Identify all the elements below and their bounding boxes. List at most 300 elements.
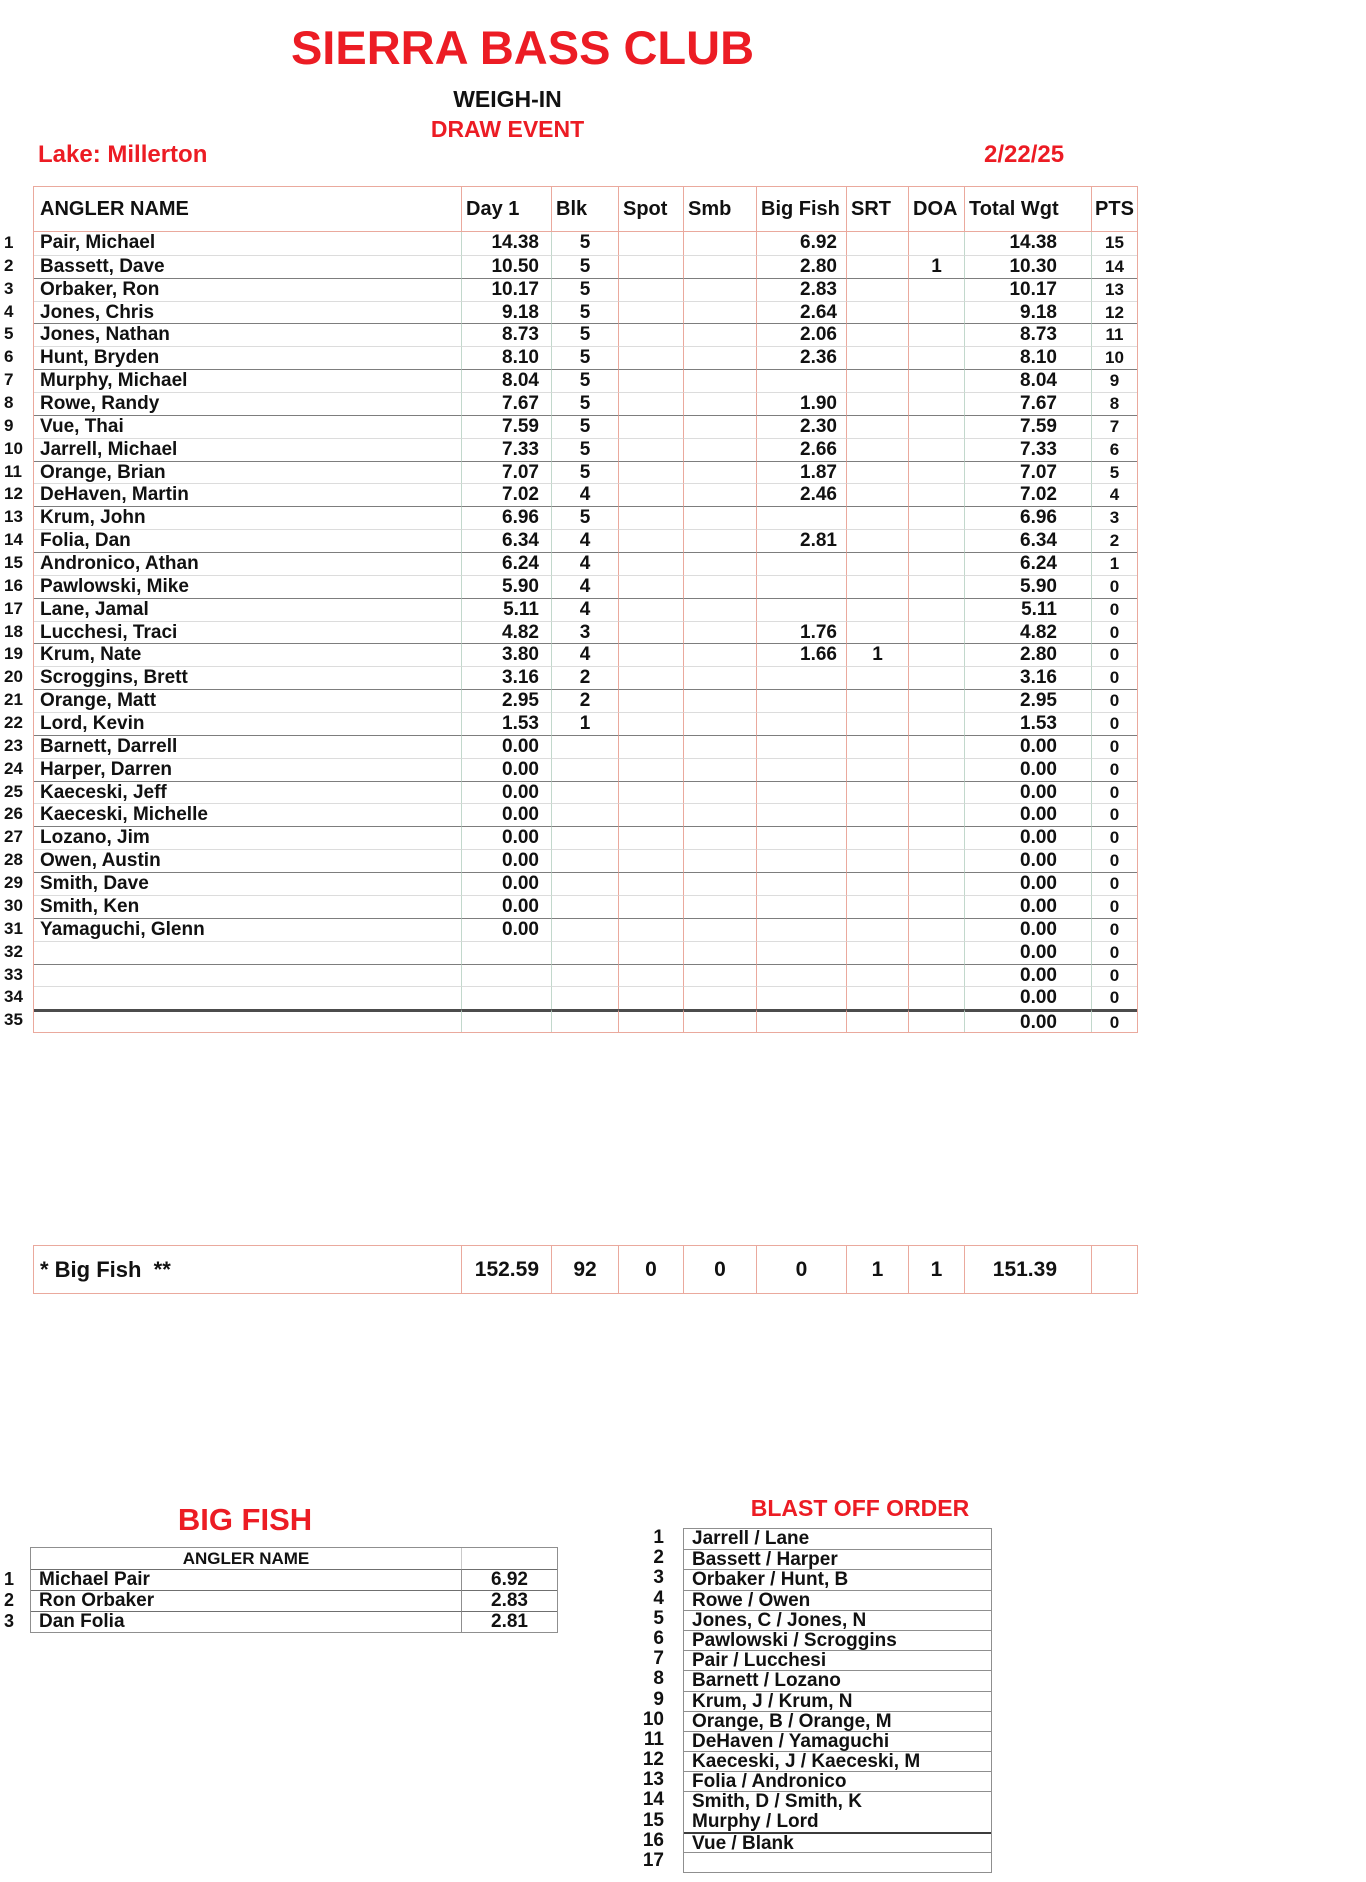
row-number: 13 [642,1769,664,1791]
row-number: 35 [4,1010,23,1030]
cell-spot [618,849,683,872]
cell-smb [683,255,756,278]
cell-day1: 0.00 [461,826,551,849]
cell-smb [683,438,756,461]
event-date: 2/22/25 [984,141,1065,168]
cell-big_fish [756,781,846,804]
cell-srt [846,735,908,758]
cell-doa [908,1009,964,1032]
cell-day1: 4.82 [461,621,551,644]
cell-doa [908,483,964,506]
row-number: 12 [642,1749,664,1771]
cell-big_fish [756,552,846,575]
cell-pts: 0 [1091,575,1137,598]
cell-smb [683,826,756,849]
cell-blk [551,986,618,1009]
cell-pts: 0 [1091,598,1137,621]
cell-name: Barnett, Darrell [34,735,461,758]
cell-big_fish [756,1009,846,1032]
cell-name: Orange, Matt [34,689,461,712]
cell-spot [618,1009,683,1032]
big-fish-row-numbers [4,1569,28,1632]
cell-big_fish [756,849,846,872]
cell-name [34,1009,461,1032]
cell-srt [846,758,908,781]
totals-day1: 152.59 [461,1246,551,1293]
cell-big_fish [756,895,846,918]
row-number: 2 [4,255,14,275]
cell-pts: 0 [1091,621,1137,644]
cell-name: Lucchesi, Traci [34,621,461,644]
cell-day1: 8.10 [461,346,551,369]
row-number: 25 [4,781,23,801]
column-header: Smb [683,187,756,232]
cell-srt [846,918,908,941]
blast-off-pair: Folia / Andronico [684,1771,991,1791]
column-header: Big Fish [756,187,846,232]
cell-blk: 4 [551,643,618,666]
blast-off-pair: Orbaker / Hunt, B [684,1569,991,1589]
cell-smb [683,323,756,346]
cell-doa [908,666,964,689]
cell-total: 6.34 [964,529,1091,552]
cell-srt [846,323,908,346]
row-number: 4 [4,301,14,321]
cell-name: Krum, John [34,506,461,529]
row-number: 30 [4,895,23,915]
totals-doa: 1 [908,1246,964,1293]
cell-smb [683,552,756,575]
cell-pts: 0 [1091,872,1137,895]
cell-big_fish [756,941,846,964]
row-number: 8 [4,393,14,413]
cell-day1: 7.33 [461,438,551,461]
cell-doa [908,758,964,781]
cell-day1 [461,941,551,964]
cell-srt [846,689,908,712]
column-header: DOA [908,187,964,232]
cell-name: Kaeceski, Jeff [34,781,461,804]
cell-name: Rowe, Randy [34,392,461,415]
row-number: 26 [4,804,23,824]
cell-srt [846,826,908,849]
cell-spot [618,826,683,849]
cell-smb [683,735,756,758]
cell-smb [683,689,756,712]
cell-total: 0.00 [964,918,1091,941]
cell-blk [551,895,618,918]
row-number: 3 [653,1567,664,1589]
row-number: 12 [4,484,23,504]
cell-doa [908,849,964,872]
cell-doa [908,232,964,255]
cell-blk: 4 [551,483,618,506]
cell-name: Scroggins, Brett [34,666,461,689]
big-fish-weight: 2.83 [461,1590,557,1611]
row-number: 28 [4,850,23,870]
cell-name: Harper, Darren [34,758,461,781]
cell-smb [683,803,756,826]
cell-spot [618,986,683,1009]
cell-big_fish: 2.64 [756,301,846,324]
cell-big_fish [756,986,846,1009]
cell-spot [618,506,683,529]
cell-total: 0.00 [964,986,1091,1009]
blast-off-row-numbers [636,1528,664,1871]
cell-spot [618,438,683,461]
cell-pts: 7 [1091,415,1137,438]
row-number: 15 [4,553,23,573]
cell-blk: 2 [551,666,618,689]
totals-total-wgt: 151.39 [964,1246,1091,1293]
cell-spot [618,255,683,278]
cell-name: Kaeceski, Michelle [34,803,461,826]
cell-total: 7.67 [964,392,1091,415]
totals-smb: 0 [683,1246,756,1293]
cell-doa [908,529,964,552]
cell-pts: 0 [1091,941,1137,964]
totals-pts [1091,1246,1137,1293]
page-title: SIERRA BASS CLUB [290,21,755,74]
cell-day1: 6.96 [461,506,551,529]
big-fish-angler-name: Michael Pair [31,1569,461,1590]
cell-srt [846,986,908,1009]
big-fish-weight-header [461,1548,557,1569]
column-header: Spot [618,187,683,232]
cell-big_fish: 2.80 [756,255,846,278]
cell-total: 3.16 [964,666,1091,689]
cell-blk [551,1009,618,1032]
cell-total: 10.17 [964,278,1091,301]
cell-big_fish: 1.66 [756,643,846,666]
cell-name: Jones, Chris [34,301,461,324]
cell-name: Murphy, Michael [34,369,461,392]
row-number: 3 [4,278,14,298]
blast-off-pair: Rowe / Owen [684,1590,991,1610]
cell-blk: 4 [551,575,618,598]
cell-day1: 8.04 [461,369,551,392]
row-number: 29 [4,873,23,893]
blast-off-pair: Pair / Lucchesi [684,1650,991,1670]
cell-srt [846,895,908,918]
cell-big_fish: 2.66 [756,438,846,461]
cell-doa [908,803,964,826]
cell-total: 2.95 [964,689,1091,712]
cell-smb [683,643,756,666]
cell-smb [683,232,756,255]
row-number: 27 [4,827,23,847]
row-number: 10 [642,1708,664,1730]
cell-total: 0.00 [964,941,1091,964]
cell-total: 6.96 [964,506,1091,529]
cell-blk: 5 [551,232,618,255]
cell-srt [846,232,908,255]
cell-big_fish [756,826,846,849]
cell-day1: 9.18 [461,301,551,324]
cell-srt [846,849,908,872]
cell-blk [551,803,618,826]
cell-doa [908,735,964,758]
cell-srt [846,712,908,735]
cell-pts: 0 [1091,689,1137,712]
cell-spot [618,712,683,735]
cell-spot [618,964,683,987]
cell-smb [683,415,756,438]
blast-off-title: BLAST OFF ORDER [750,1495,970,1521]
subtitle-draw-event: DRAW EVENT [430,116,585,142]
cell-spot [618,758,683,781]
cell-big_fish: 1.90 [756,392,846,415]
cell-spot [618,483,683,506]
cell-big_fish [756,758,846,781]
cell-day1: 7.67 [461,392,551,415]
cell-doa [908,895,964,918]
cell-doa [908,689,964,712]
cell-total: 1.53 [964,712,1091,735]
cell-total: 0.00 [964,735,1091,758]
cell-blk: 5 [551,346,618,369]
cell-srt [846,872,908,895]
row-number: 14 [4,530,23,550]
cell-blk: 5 [551,506,618,529]
cell-spot [618,895,683,918]
cell-spot [618,301,683,324]
cell-pts: 0 [1091,735,1137,758]
cell-big_fish: 2.81 [756,529,846,552]
blast-off-pair: Orange, B / Orange, M [684,1711,991,1731]
cell-big_fish: 2.83 [756,278,846,301]
cell-doa [908,872,964,895]
cell-smb [683,506,756,529]
cell-day1: 14.38 [461,232,551,255]
cell-day1: 6.24 [461,552,551,575]
cell-day1: 0.00 [461,735,551,758]
cell-doa [908,941,964,964]
cell-srt [846,598,908,621]
totals-row [33,1245,1138,1294]
cell-day1: 0.00 [461,895,551,918]
cell-day1: 5.11 [461,598,551,621]
cell-blk [551,849,618,872]
cell-smb [683,964,756,987]
cell-big_fish [756,369,846,392]
cell-smb [683,986,756,1009]
row-number: 20 [4,667,23,687]
cell-blk: 4 [551,529,618,552]
cell-smb [683,575,756,598]
row-number: 5 [4,324,14,344]
cell-pts: 11 [1091,323,1137,346]
cell-pts: 5 [1091,461,1137,484]
cell-srt [846,369,908,392]
cell-big_fish: 6.92 [756,232,846,255]
cell-day1: 7.59 [461,415,551,438]
blast-off-pair: Jarrell / Lane [692,1529,810,1549]
cell-total: 6.24 [964,552,1091,575]
cell-smb [683,895,756,918]
cell-doa [908,964,964,987]
blast-off-pair: Vue / Blank [684,1832,991,1852]
cell-name: Folia, Dan [34,529,461,552]
cell-doa [908,369,964,392]
cell-big_fish [756,735,846,758]
cell-pts: 13 [1091,278,1137,301]
cell-srt [846,941,908,964]
big-fish-column-header: ANGLER NAME [182,1549,310,1568]
cell-total: 9.18 [964,301,1091,324]
blast-off-pair [684,1852,991,1872]
row-number: 7 [653,1648,664,1670]
cell-doa [908,918,964,941]
cell-pts: 0 [1091,895,1137,918]
cell-total: 0.00 [964,872,1091,895]
cell-pts: 9 [1091,369,1137,392]
row-number: 23 [4,735,23,755]
cell-pts: 0 [1091,964,1137,987]
cell-smb [683,529,756,552]
cell-big_fish: 1.76 [756,621,846,644]
cell-big_fish [756,506,846,529]
cell-name: Lane, Jamal [34,598,461,621]
cell-blk: 5 [551,323,618,346]
cell-pts: 0 [1091,758,1137,781]
cell-smb [683,872,756,895]
cell-name: Bassett, Dave [34,255,461,278]
row-number: 19 [4,644,23,664]
main-results-table [33,186,1138,1033]
cell-day1: 7.07 [461,461,551,484]
row-number: 13 [4,507,23,527]
blast-off-pair: DeHaven / Yamaguchi [684,1731,991,1751]
big-fish-table [30,1547,558,1633]
cell-smb [683,849,756,872]
cell-day1: 0.00 [461,849,551,872]
cell-srt [846,552,908,575]
cell-srt [846,781,908,804]
cell-name [34,986,461,1009]
cell-spot [618,461,683,484]
cell-blk [551,964,618,987]
cell-smb [683,666,756,689]
cell-pts: 0 [1091,712,1137,735]
big-fish-title: BIG FISH [177,1502,313,1537]
cell-doa [908,621,964,644]
subtitle-weigh-in: WEIGH-IN [453,86,562,112]
cell-big_fish [756,918,846,941]
cell-spot [618,689,683,712]
cell-big_fish [756,666,846,689]
cell-total: 0.00 [964,826,1091,849]
cell-smb [683,1009,756,1032]
cell-doa [908,781,964,804]
cell-big_fish: 2.30 [756,415,846,438]
cell-big_fish [756,575,846,598]
cell-doa [908,643,964,666]
cell-blk: 5 [551,255,618,278]
cell-total: 0.00 [964,849,1091,872]
cell-name: DeHaven, Martin [34,483,461,506]
cell-pts: 6 [1091,438,1137,461]
cell-srt [846,461,908,484]
cell-big_fish: 2.06 [756,323,846,346]
cell-day1: 10.50 [461,255,551,278]
cell-blk: 2 [551,689,618,712]
cell-name: Hunt, Bryden [34,346,461,369]
cell-srt [846,438,908,461]
cell-srt [846,1009,908,1032]
row-number: 1 [4,233,14,252]
cell-name: Lord, Kevin [34,712,461,735]
cell-name: Jarrell, Michael [34,438,461,461]
cell-spot [618,941,683,964]
cell-spot [618,552,683,575]
cell-spot [618,323,683,346]
blast-off-list [683,1528,992,1873]
cell-smb [683,369,756,392]
cell-smb [683,346,756,369]
cell-day1: 2.95 [461,689,551,712]
cell-smb [683,301,756,324]
cell-day1 [461,964,551,987]
cell-smb [683,598,756,621]
cell-doa [908,438,964,461]
cell-pts: 0 [1091,643,1137,666]
cell-big_fish [756,689,846,712]
cell-pts: 10 [1091,346,1137,369]
row-number: 34 [4,987,23,1007]
cell-big_fish [756,964,846,987]
row-number: 15 [642,1809,664,1831]
cell-smb [683,392,756,415]
cell-pts: 12 [1091,301,1137,324]
blast-off-pair: Smith, D / Smith, K [684,1791,991,1811]
cell-srt [846,964,908,987]
row-number: 33 [4,964,23,984]
cell-pts: 14 [1091,255,1137,278]
totals-label: * Big Fish ** [40,1257,171,1282]
row-number: 1 [4,1569,15,1589]
cell-day1: 7.02 [461,483,551,506]
cell-pts: 0 [1091,781,1137,804]
cell-spot [618,735,683,758]
cell-smb [683,621,756,644]
cell-total: 0.00 [964,964,1091,987]
cell-day1: 10.17 [461,278,551,301]
cell-spot [618,918,683,941]
cell-day1: 3.16 [461,666,551,689]
cell-name: Smith, Ken [34,895,461,918]
cell-spot [618,415,683,438]
cell-name: Pawlowski, Mike [34,575,461,598]
big-fish-angler-name: Ron Orbaker [31,1590,461,1611]
column-header: Day 1 [461,187,551,232]
cell-name: Smith, Dave [34,872,461,895]
cell-big_fish [756,803,846,826]
cell-doa [908,826,964,849]
row-number: 5 [653,1607,664,1629]
cell-doa [908,506,964,529]
cell-total: 14.38 [964,232,1091,255]
cell-srt [846,255,908,278]
totals-spot: 0 [618,1246,683,1293]
cell-blk [551,872,618,895]
cell-day1: 0.00 [461,872,551,895]
row-number: 1 [653,1527,664,1548]
row-number: 11 [643,1728,664,1750]
column-header: PTS [1091,187,1137,232]
row-number: 16 [4,575,23,595]
row-number: 8 [653,1668,664,1690]
